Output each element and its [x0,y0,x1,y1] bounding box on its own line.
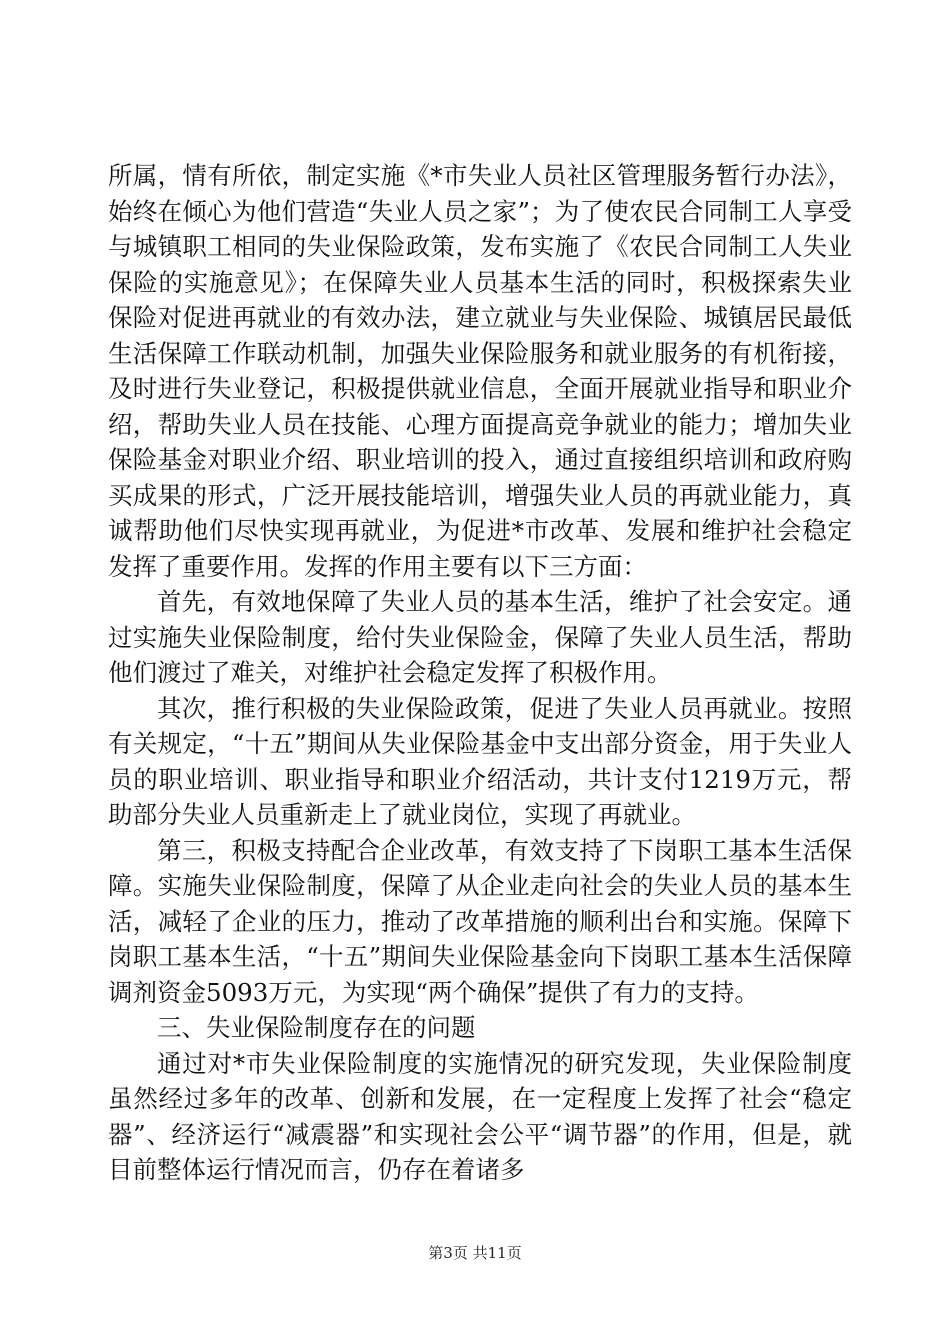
section-heading: 三、失业保险制度存在的问题 [157,1013,476,1042]
paragraph-continuation: 所属，情有所依，制定实施《*市失业人员社区管理服务暂行办法》，始终在倾心为他们营造“失业人员之家”；为了使农民合同制工人享受与城镇职工相同的失业保险政策，发布实施了《农民合同制工人失业保险的实施意见》；在保障失业人员基本生活的同时，积极探索失业保险对促进再就业的有效办法，建立就业与失业保险、城镇居民最低生活保障工作联动机制，加强失业保险服务和就业服务的有机衔接，及时进行失业登记，积极提供就业信息，全面开展就业指导和职业介绍，帮助失业人员在技能、心理方面提高竞争就业的能力；增加失业保险基金对职业介绍、职业培训的投入，通过直接组织培训和政府购买成果的形式，广泛开展技能培训，增强失业人员的再就业能力，真诚帮助他们尽快实现再就业，为促进*市改革、发展和维护社会稳定发挥了重要作用。发挥的作用主要有以下三方面： [108,161,852,581]
paragraph-second-effect: 其次，推行积极的失业保险政策，促进了失业人员再就业。按照有关规定，“十五”期间从失业保险基金中支出部分资金，用于失业人员的职业培训、职业指导和职业介绍活动，共计支付1219万元，帮助部分失业人员重新走上了就业岗位，实现了再就业。 [108,693,852,829]
paragraph-third-effect: 第三，积极支持配合企业改革，有效支持了下岗职工基本生活保障。实施失业保险制度，保障了从企业走向社会的失业人员的基本生活，减轻了企业的压力，推动了改革措施的顺利出台和实施。保障下岗职工基本生活，“十五”期间失业保险基金向下岗职工基本生活保障调剂资金5093万元，为实现“两个确保”提供了有力的支持。 [108,835,852,1007]
document-body [108,158,852,1188]
page-footer: 第3页 共11页 [428,1244,522,1262]
paragraph-first-effect: 首先，有效地保障了失业人员的基本生活，维护了社会安定。通过实施失业保险制度，给付失业保险金，保障了失业人员生活，帮助他们渡过了难关，对维护社会稳定发挥了积极作用。 [108,587,852,687]
paragraph-problems-intro: 通过对*市失业保险制度的实施情况的研究发现，失业保险制度虽然经过多年的改革、创新和发展，在一定程度上发挥了社会“稳定器”、经济运行“减震器”和实现社会公平“调节器”的作用，但是，就目前整体运行情况而言，仍存在着诸多 [108,1048,852,1184]
